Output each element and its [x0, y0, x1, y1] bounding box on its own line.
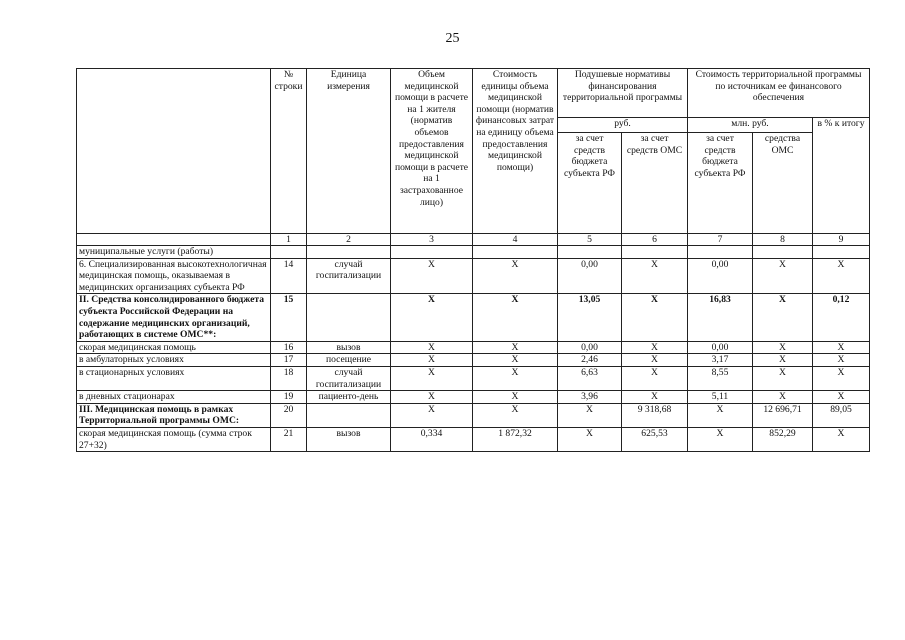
column-number: 6: [622, 234, 688, 246]
column-number: 9: [813, 234, 870, 246]
row-oms-rub: 625,53: [622, 427, 688, 451]
header-label-cell: [77, 118, 271, 133]
table-row: [77, 366, 870, 390]
row-volume: X: [391, 391, 473, 404]
row-budget-mln: X: [688, 403, 753, 427]
column-number: 2: [307, 234, 391, 246]
row-label: 6. Специализированная высокотехнологичная медицинская помощь, оказываемая в медицинских организациях субъекта РФ: [77, 258, 271, 294]
header-pct-total: в % к итогу: [813, 118, 870, 234]
table-row: [77, 391, 870, 404]
table-row: [77, 427, 870, 451]
row-oms-rub: X: [622, 258, 688, 294]
row-budget-rub: [558, 246, 622, 259]
row-oms-mln: X: [753, 391, 813, 404]
table-row: [77, 246, 870, 259]
row-budget-mln: [688, 246, 753, 259]
header-oms-rub: за счет средств ОМС: [622, 133, 688, 234]
row-cost: [473, 246, 558, 259]
row-oms-mln: X: [753, 354, 813, 367]
row-number: 18: [271, 366, 307, 390]
row-unit: вызов: [307, 427, 391, 451]
row-budget-rub: 6,63: [558, 366, 622, 390]
row-oms-rub: X: [622, 354, 688, 367]
row-unit: случай госпитализации: [307, 366, 391, 390]
header-row-number: № строки: [271, 69, 307, 118]
row-number: 20: [271, 403, 307, 427]
row-unit: пациенто-день: [307, 391, 391, 404]
row-oms-rub: [622, 246, 688, 259]
row-budget-mln: 3,17: [688, 354, 753, 367]
row-volume: X: [391, 366, 473, 390]
header-oms-mln: средства ОМС: [753, 133, 813, 234]
header-label-cell: [77, 133, 271, 234]
row-number: 15: [271, 294, 307, 341]
row-budget-mln: 8,55: [688, 366, 753, 390]
row-label: в амбулаторных условиях: [77, 354, 271, 367]
row-volume: X: [391, 258, 473, 294]
table-row: [77, 258, 870, 294]
row-volume: 0,334: [391, 427, 473, 451]
row-pct: X: [813, 354, 870, 367]
row-label: скорая медицинская помощь: [77, 341, 271, 354]
header-unit: Единица измерения: [307, 69, 391, 118]
page-number: 25: [445, 31, 460, 46]
header-unit-cont: [307, 118, 391, 133]
row-budget-mln: 16,83: [688, 294, 753, 341]
header-label-cell: [77, 69, 271, 118]
header-volume: Объем медицинской помощи в расчете на 1 жителя (норматив объемов предоставления медицинской помощи в расчете на 1 застрахованное лицо): [391, 69, 473, 234]
row-cost: X: [473, 354, 558, 367]
header-row-number-cont: [271, 118, 307, 133]
header-row-number-cont: [271, 133, 307, 234]
column-number: 4: [473, 234, 558, 246]
header-unit-cost: Стоимость единицы объема медицинской помощи (норматив финансовых затрат на единицу объема предоставления медицинской помощи): [473, 69, 558, 234]
row-label: муниципальные услуги (работы): [77, 246, 271, 259]
row-label: II. Средства консолидированного бюджета субъекта Российской Федерации на содержание медицинских организаций, работающих в системе ОМС**:: [77, 294, 271, 341]
row-pct: 0,12: [813, 294, 870, 341]
row-pct: X: [813, 427, 870, 451]
row-oms-mln: 12 696,71: [753, 403, 813, 427]
row-cost: X: [473, 391, 558, 404]
row-label: в дневных стационарах: [77, 391, 271, 404]
row-oms-mln: 852,29: [753, 427, 813, 451]
row-label: в стационарных условиях: [77, 366, 271, 390]
row-oms-rub: X: [622, 366, 688, 390]
row-cost: X: [473, 294, 558, 341]
row-cost: X: [473, 403, 558, 427]
row-pct: 89,05: [813, 403, 870, 427]
row-number: 21: [271, 427, 307, 451]
column-number: 5: [558, 234, 622, 246]
row-budget-mln: 5,11: [688, 391, 753, 404]
row-volume: X: [391, 354, 473, 367]
row-volume: X: [391, 403, 473, 427]
row-volume: [391, 246, 473, 259]
row-oms-mln: X: [753, 258, 813, 294]
row-unit: [307, 294, 391, 341]
row-unit: посещение: [307, 354, 391, 367]
row-cost: X: [473, 341, 558, 354]
row-pct: X: [813, 258, 870, 294]
row-unit: [307, 403, 391, 427]
row-oms-mln: [753, 246, 813, 259]
row-budget-mln: 0,00: [688, 341, 753, 354]
table-row: [77, 341, 870, 354]
column-number: 7: [688, 234, 753, 246]
row-oms-rub: X: [622, 341, 688, 354]
table-row: [77, 354, 870, 367]
header-budget-rub: за счет средств бюджета субъекта РФ: [558, 133, 622, 234]
row-budget-mln: 0,00: [688, 258, 753, 294]
row-oms-mln: X: [753, 294, 813, 341]
row-budget-rub: 3,96: [558, 391, 622, 404]
row-budget-rub: X: [558, 403, 622, 427]
row-budget-rub: 2,46: [558, 354, 622, 367]
row-oms-rub: X: [622, 391, 688, 404]
row-unit: случай госпитализации: [307, 258, 391, 294]
row-label: скорая медицинская помощь (сумма строк 27+32): [77, 427, 271, 451]
financing-table: [76, 68, 870, 452]
row-pct: X: [813, 341, 870, 354]
header-total-cost: Стоимость территориальной программы по источникам ее финансового обеспечения: [688, 69, 870, 118]
row-volume: X: [391, 294, 473, 341]
row-number: 19: [271, 391, 307, 404]
row-oms-rub: X: [622, 294, 688, 341]
row-pct: [813, 246, 870, 259]
row-label: III. Медицинская помощь в рамках Территориальной программы ОМС:: [77, 403, 271, 427]
row-cost: 1 872,32: [473, 427, 558, 451]
row-budget-mln: X: [688, 427, 753, 451]
row-oms-mln: X: [753, 341, 813, 354]
row-number: 17: [271, 354, 307, 367]
table-row: [77, 294, 870, 341]
row-oms-mln: X: [753, 366, 813, 390]
row-number: 16: [271, 341, 307, 354]
row-budget-rub: 0,00: [558, 258, 622, 294]
row-cost: X: [473, 366, 558, 390]
header-mln-rub: млн. руб.: [688, 118, 813, 133]
row-number: 14: [271, 258, 307, 294]
row-unit: вызов: [307, 341, 391, 354]
header-rub: руб.: [558, 118, 688, 133]
column-number-blank: [77, 234, 271, 246]
row-oms-rub: 9 318,68: [622, 403, 688, 427]
column-number: 8: [753, 234, 813, 246]
row-budget-rub: 0,00: [558, 341, 622, 354]
column-number: 3: [391, 234, 473, 246]
row-cost: X: [473, 258, 558, 294]
header-per-capita: Подушевые нормативы финансирования территориальной программы: [558, 69, 688, 118]
table-row: [77, 403, 870, 427]
row-volume: X: [391, 341, 473, 354]
column-number: 1: [271, 234, 307, 246]
header-unit-cont: [307, 133, 391, 234]
row-pct: X: [813, 366, 870, 390]
row-number: [271, 246, 307, 259]
row-pct: X: [813, 391, 870, 404]
header-budget-mln: за счет средств бюджета субъекта РФ: [688, 133, 753, 234]
row-budget-rub: X: [558, 427, 622, 451]
row-unit: [307, 246, 391, 259]
row-budget-rub: 13,05: [558, 294, 622, 341]
